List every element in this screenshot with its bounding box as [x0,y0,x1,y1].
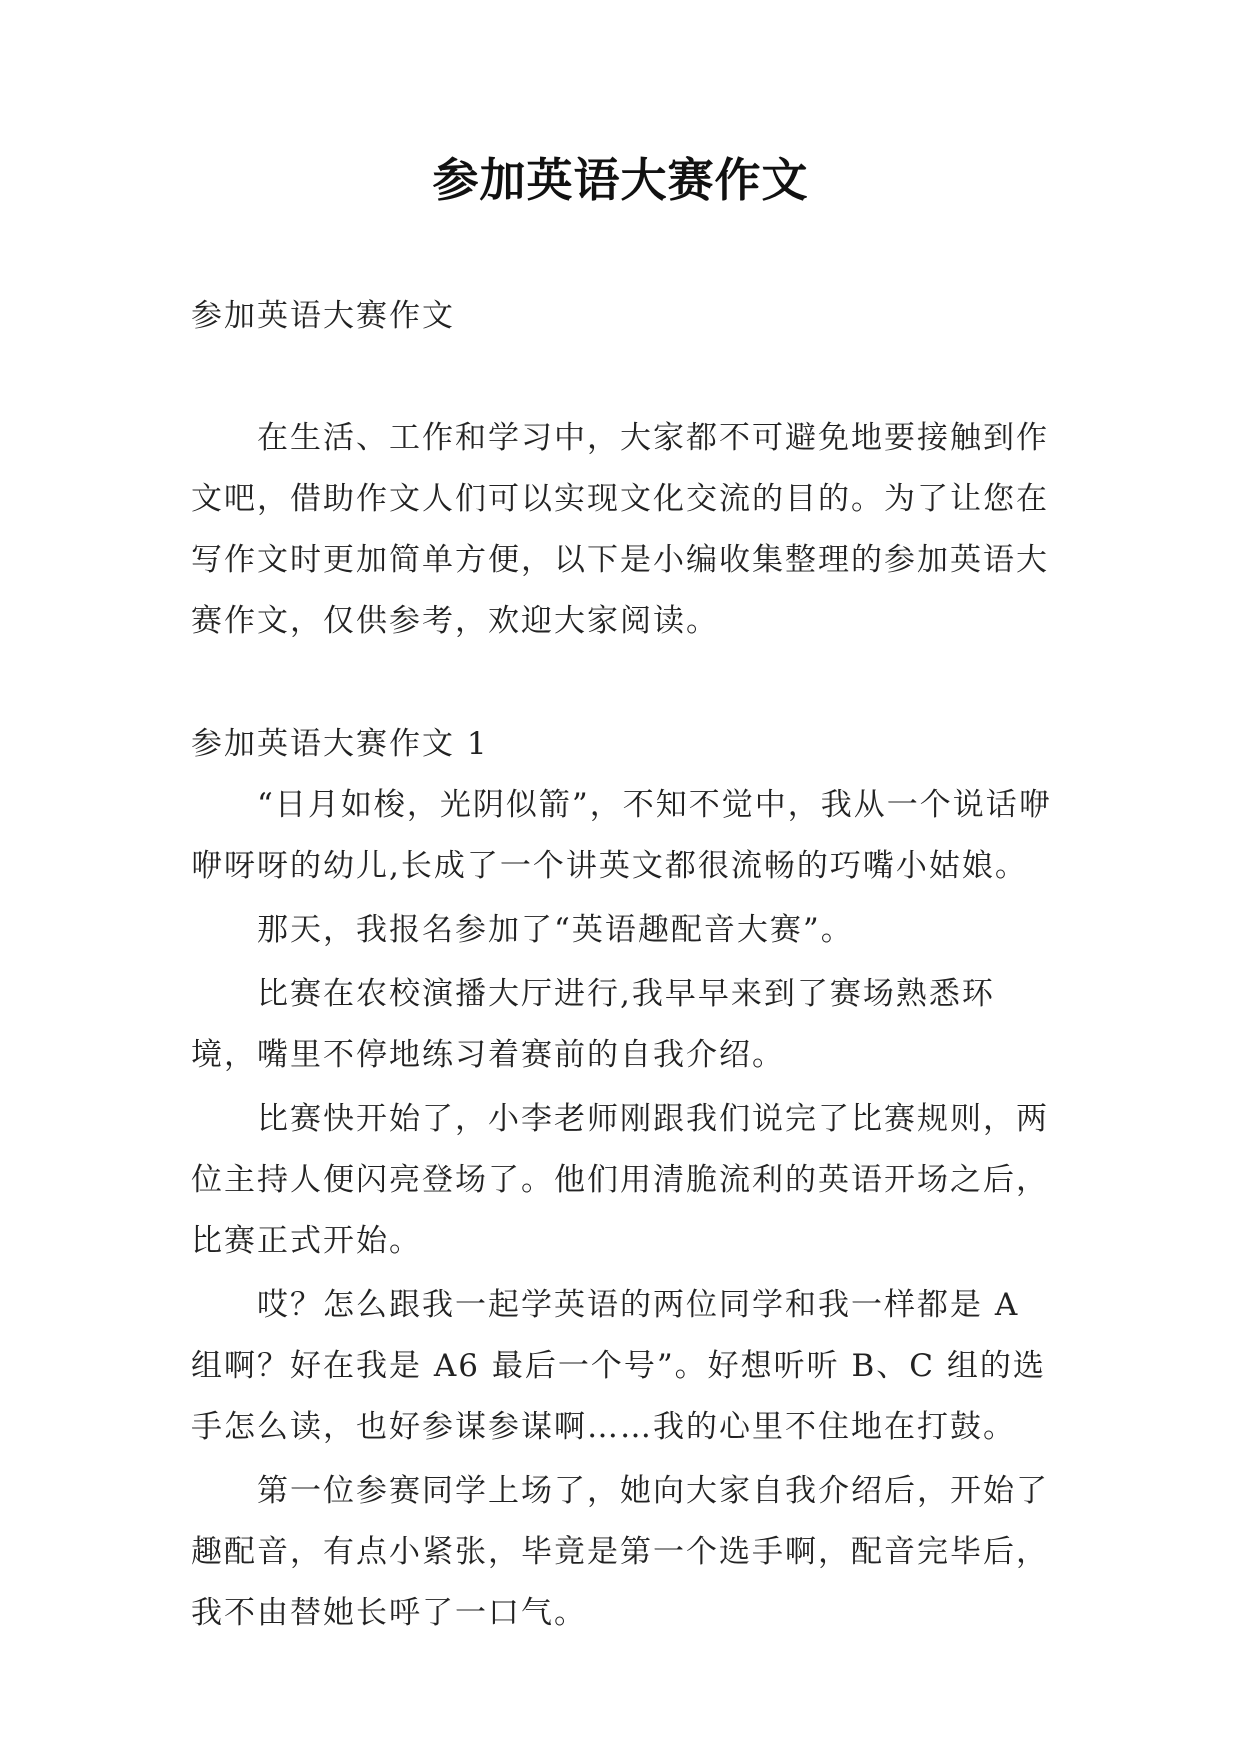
body-paragraph: 第一位参赛同学上场了，她向大家自我介绍后，开始了趣配音，有点小紧张，毕竟是第一个选手啊，配音完毕后，我不由替她长呼了一口气。 [191,1473,1049,1631]
body-paragraph: 比赛在农校演播大厅进行,我早早来到了赛场熟悉环境，嘴里不停地练习着赛前的自我介绍。 [191,976,995,1073]
body-paragraph: 那天，我报名参加了“英语趣配音大赛”。 [257,912,854,948]
intro-paragraph: 在生活、工作和学习中，大家都不可避免地要接触到作文吧，借助作文人们可以实现文化交流的目的。为了让您在写作文时更加简单方便，以下是小编收集整理的参加英语大赛作文，仅供参考，欢迎大家阅读。 [191,420,1049,639]
document-title: 参加英语大赛作文 [432,153,809,207]
section-heading: 参加英语大赛作文 1 [191,726,489,762]
body-paragraph: “日月如梭，光阴似箭”，不知不觉中，我从一个说话咿咿呀呀的幼儿,长成了一个讲英文都很流畅的巧嘴小姑娘。 [191,787,1052,884]
document-subtitle: 参加英语大赛作文 [191,298,455,334]
body-paragraph: 哎？怎么跟我一起学英语的两位同学和我一样都是 A 组啊？好在我是 A6 最后一个号”。好想听听 B、C 组的选手怎么读，也好参谋参谋啊……我的心里不住地在打鼓。 [191,1287,1046,1445]
body-paragraph: 比赛快开始了，小李老师刚跟我们说完了比赛规则，两位主持人便闪亮登场了。他们用清脆流利的英语开场之后，比赛正式开始。 [191,1101,1049,1259]
document-body [191,286,1056,1644]
